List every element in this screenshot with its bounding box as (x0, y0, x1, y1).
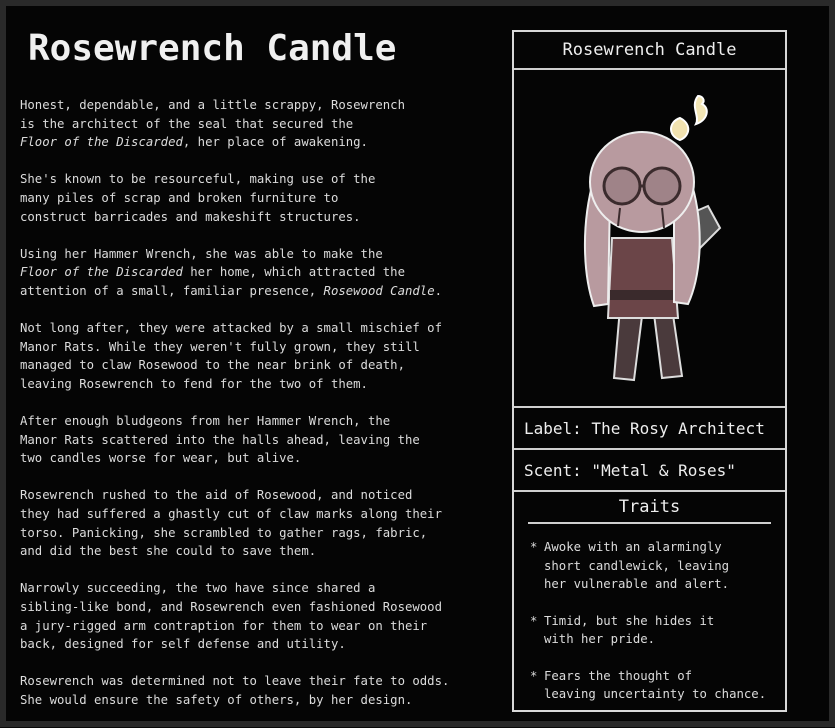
character-portrait (514, 70, 785, 408)
profile-card (512, 30, 787, 712)
bio-emphasis: Rosewood Candle (323, 283, 435, 298)
trait-item (530, 667, 777, 704)
bio-text: Rosewrench was determined not to leave their fate to odds. She would ensure the safety of others, by her design. (20, 674, 450, 707)
trait-bullet: * (530, 668, 538, 683)
bio-paragraph (20, 579, 510, 653)
bio-paragraph (20, 96, 510, 152)
bio-paragraph (20, 486, 510, 560)
traits-list (514, 538, 785, 704)
bio-text: , her place of awakening. (182, 135, 368, 150)
bio-paragraph (20, 170, 510, 226)
biography (20, 96, 510, 728)
bio-text: Narrowly succeeding, the two have since shared a sibling-like bond, and Rosewrench even fashioned Rosewood a jury-rigged arm contraption for them to wear on their back, designed for self defense and utility. (20, 581, 442, 652)
bio-paragraph (20, 412, 510, 468)
bio-emphasis: Floor of the Discarded (20, 135, 183, 150)
label-row: Label: The Rosy Architect (514, 408, 785, 450)
bio-text: After enough bludgeons from her Hammer Wrench, the Manor Rats scattered into the halls ahead, leaving the two candles worse for wear, but alive. (20, 414, 420, 466)
bio-emphasis: Floor of the Discarded (20, 265, 183, 280)
bio-paragraph (20, 245, 510, 301)
bio-text: her home, which attracted the attention of a small, familiar presence, (20, 265, 405, 298)
bio-text: She's known to be resourceful, making use of the many piles of scrap and broken furniture to construct barricades and makeshift structures. (20, 172, 376, 224)
bio-paragraph (20, 672, 510, 709)
trait-bullet: * (530, 540, 538, 554)
traits-heading: Traits (528, 492, 771, 524)
card-name: Rosewrench Candle (514, 32, 785, 70)
trait-item (530, 612, 777, 649)
bio-paragraph (20, 319, 510, 393)
bio-text: Rosewrench rushed to the aid of Rosewood, and noticed they had suffered a ghastly cut of claw marks along their torso. Panicking, she scrambled to gather rags, fabric, and did the best she could to save them. (20, 488, 442, 559)
trait-item (530, 538, 777, 594)
bio-text: Honest, dependable, and a little scrappy, Rosewrench is the architect of the seal that secured the (20, 98, 405, 131)
trait-bullet: * (530, 613, 538, 628)
scent-row: Scent: "Metal & Roses" (514, 450, 785, 492)
bio-text: Using her Hammer Wrench, she was able to make the (20, 246, 383, 261)
candle-girl-illustration (550, 78, 750, 398)
bio-text: . (434, 283, 443, 298)
page-title: Rosewrench Candle (28, 28, 397, 69)
bio-text: Not long after, they were attacked by a small mischief of Manor Rats. While they weren't fully grown, they still managed to claw Rosewood to the near brink of death, leaving Rosewrench to fend for the two of them. (20, 321, 442, 391)
trait-text: Fears the thought of leaving uncertainty to chance. (544, 668, 767, 701)
trait-text: Timid, but she hides it with her pride. (544, 613, 715, 646)
trait-text: Awoke with an alarmingly short candlewick, leaving her vulnerable and alert. (544, 540, 730, 591)
